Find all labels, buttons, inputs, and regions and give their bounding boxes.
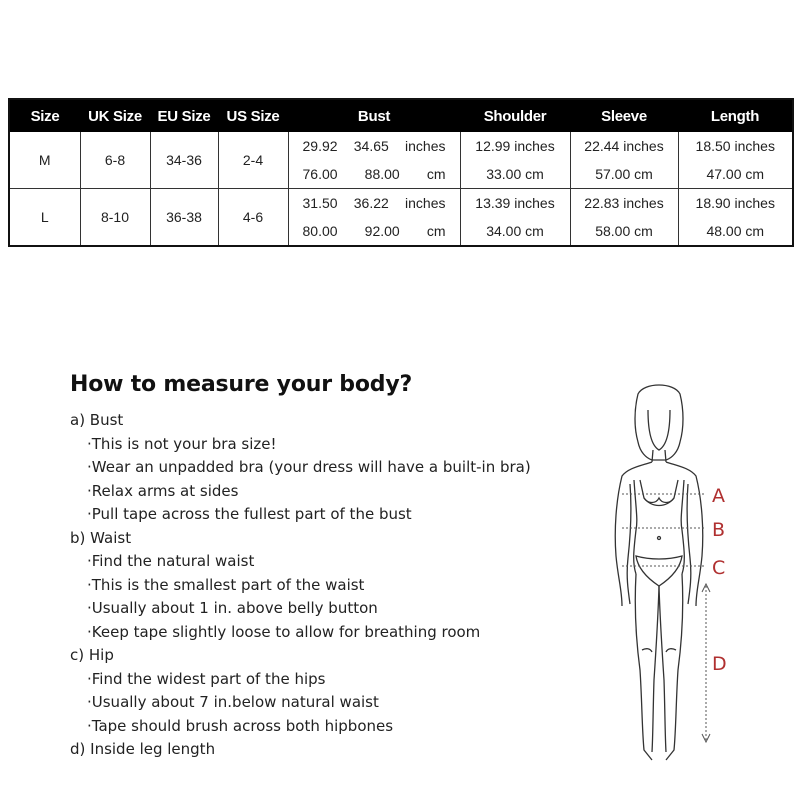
table-row [9,132,793,160]
cell-shoulder-inch: 12.99 inches [460,132,570,160]
bust-value-a: 80.00 [302,223,338,239]
right-arm-inner [687,484,691,604]
cell-shoulder-cm: 33.00 cm [460,160,570,189]
header-bust: Bust [288,99,460,132]
list-item: ·Find the widest part of the hips [87,669,326,688]
list-item: ·Find the natural waist [87,552,255,570]
section-bust [70,409,590,527]
cell-bust-cm [288,217,460,246]
size-chart-table [8,98,794,247]
header-eu-size: EU Size [150,99,218,132]
knee-lines [642,649,676,652]
bust-value-b: 36.22 [353,195,389,211]
bust-value-b: 34.65 [353,138,389,154]
cell-eu-size: 36-38 [150,189,218,247]
cell-length-inch: 18.90 inches [678,189,793,218]
list-item: ·Usually about 1 in. above belly button [87,599,378,617]
cell-us-size: 4-6 [218,189,288,247]
header-sleeve: Sleeve [570,99,678,132]
header-uk-size: UK Size [80,99,150,132]
cell-bust-cm [288,160,460,189]
label-c: C [712,557,726,579]
bust-value-a: 76.00 [302,166,338,182]
header-size: Size [9,99,80,132]
face-outline [648,410,670,450]
section-inside-leg [70,738,590,762]
cell-bust-inch [288,189,460,218]
label-a: A [712,485,725,507]
hair-outline [635,385,683,460]
table-row [9,189,793,218]
section-waist [70,527,590,645]
header-shoulder: Shoulder [460,99,570,132]
left-leg-inner [652,586,659,752]
section-heading: a) Bust [70,411,124,429]
list-item: ·Pull tape across the fullest part of the bust [87,505,412,523]
list-item: ·Keep tape slightly loose to allow for breathing room [87,622,481,641]
section-heading: c) Hip [70,646,114,664]
cell-length-inch: 18.50 inches [678,132,793,160]
navel [658,537,661,540]
bust-value-b: 92.00 [364,223,400,239]
cell-length-cm: 48.00 cm [678,217,793,246]
measure-guide [70,372,590,762]
table-header-row [9,99,793,132]
cell-sleeve-cm: 58.00 cm [570,217,678,246]
cell-eu-size: 34-36 [150,132,218,189]
cell-uk-size: 8-10 [80,189,150,247]
list-item: ·Tape should brush across both hipbones [87,716,394,735]
briefs-outline [636,556,682,586]
label-b: B [712,519,726,541]
right-leg-inner [659,586,666,752]
guide-title: How to measure your body? [70,372,413,397]
list-item: ·Usually about 7 in.below natural waist [87,693,379,711]
bust-value-a: 31.50 [302,195,338,211]
left-leg-outer [635,574,652,760]
cell-sleeve-cm: 57.00 cm [570,160,678,189]
body-outline [615,385,703,760]
list-item: ·Relax arms at sides [87,481,239,500]
list-item: ·This is the smallest part of the waist [87,575,365,594]
cell-shoulder-inch: 13.39 inches [460,189,570,218]
header-length: Length [678,99,793,132]
label-d: D [712,653,727,675]
bust-unit: inches [405,195,446,211]
section-hip [70,644,590,738]
bust-unit: cm [426,166,446,182]
cell-shoulder-cm: 34.00 cm [460,217,570,246]
header-us-size: US Size [218,99,288,132]
right-leg-outer [666,574,683,760]
cell-size: L [9,189,80,247]
cell-uk-size: 6-8 [80,132,150,189]
cell-sleeve-inch: 22.83 inches [570,189,678,218]
cell-us-size: 2-4 [218,132,288,189]
list-item: ·Wear an unpadded bra (your dress will have a built-in bra) [87,458,531,476]
cell-length-cm: 47.00 cm [678,160,793,189]
section-heading: b) Waist [70,528,132,547]
bust-unit: inches [405,138,446,154]
cell-sleeve-inch: 22.44 inches [570,132,678,160]
left-arm-inner [627,484,631,604]
list-item: ·This is not your bra size! [87,434,277,453]
section-heading: d) Inside leg length [70,740,216,758]
bust-value-a: 29.92 [302,138,338,154]
bust-value-b: 88.00 [364,166,400,182]
cell-size: M [9,132,80,189]
cell-bust-inch [288,132,460,160]
measure-labels [712,485,727,675]
body-figure-illustration [600,380,750,790]
bust-unit: cm [426,223,446,239]
